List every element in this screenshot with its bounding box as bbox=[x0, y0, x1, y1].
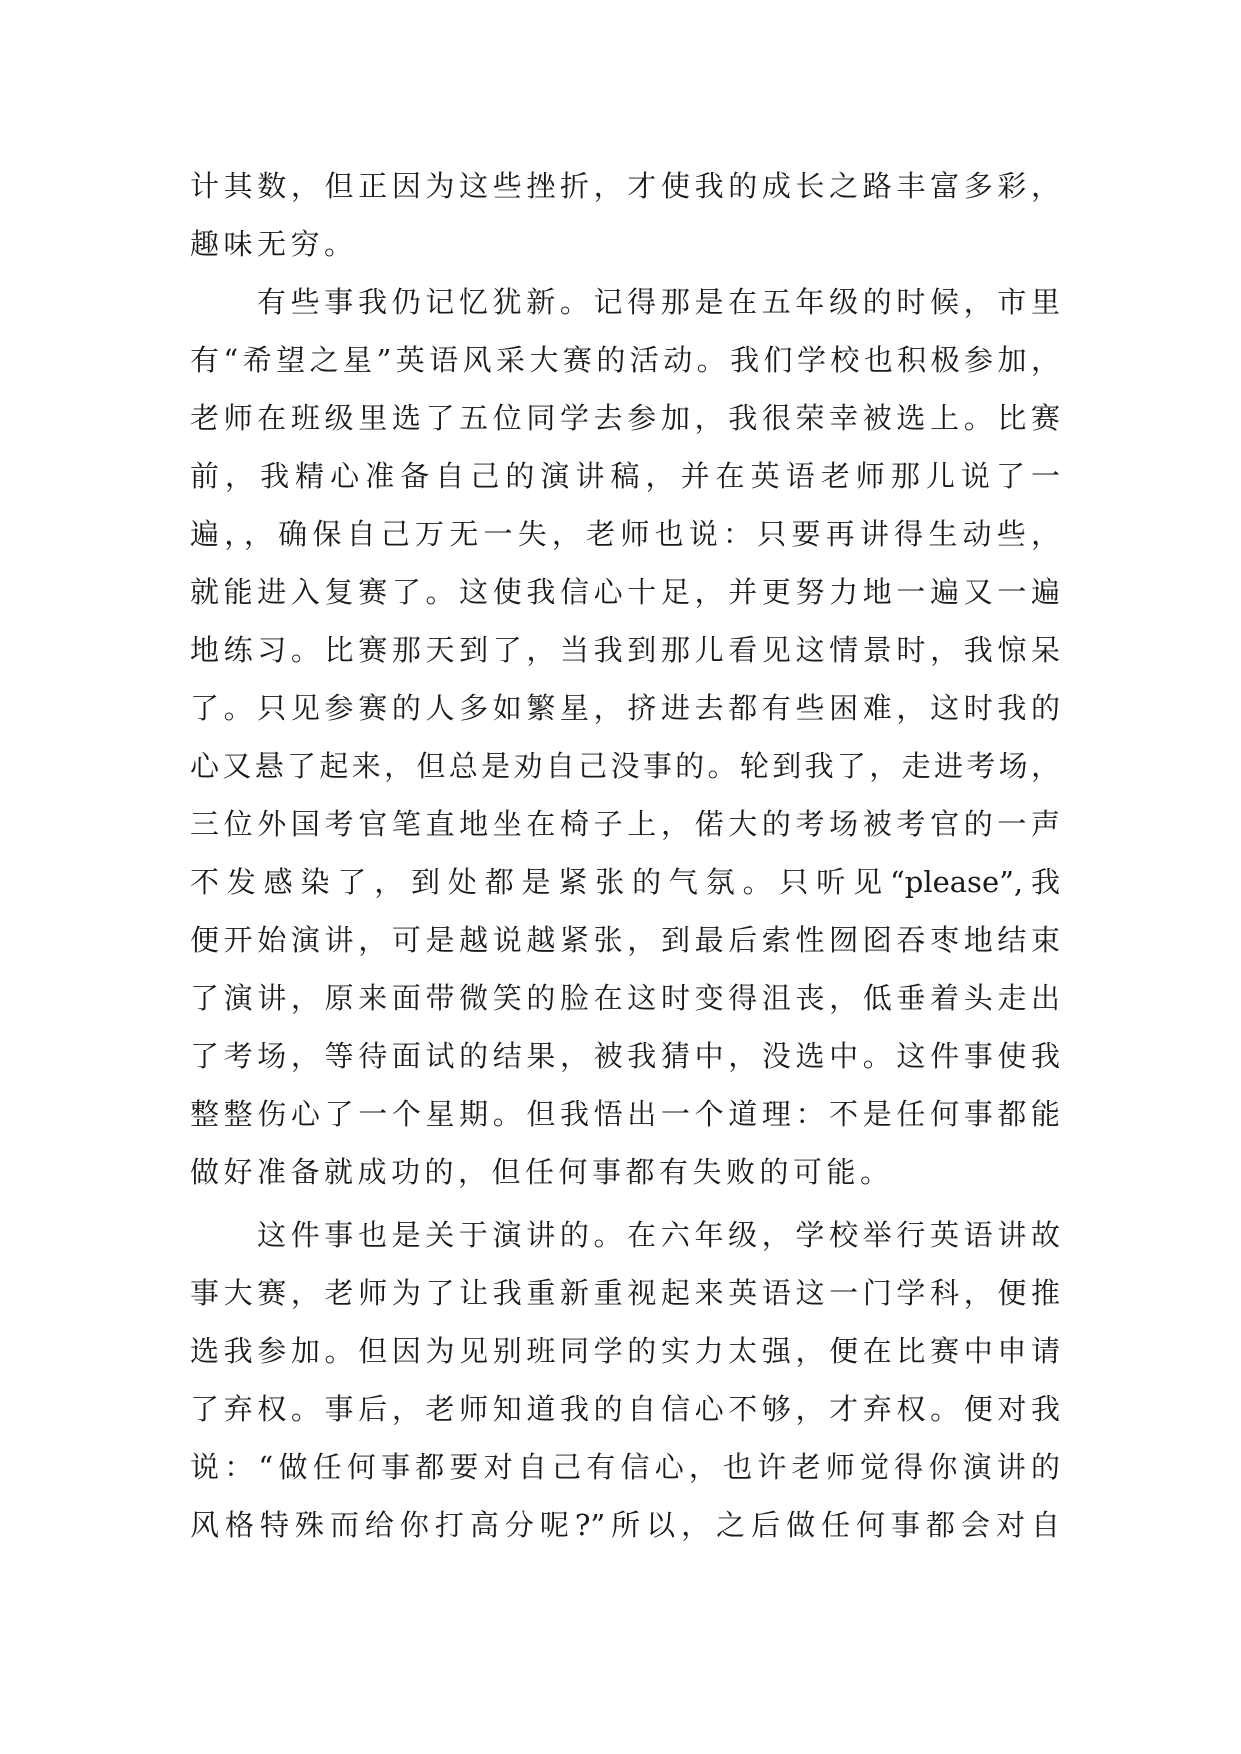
text-line: 选我参加。但因为见别班同学的实力太强，便在比赛中申请 bbox=[190, 1334, 1060, 1368]
text-line: 三位外国考官笔直地坐在椅子上，偌大的考场被考官的一声 bbox=[190, 807, 1060, 841]
paragraph-speech-contest bbox=[190, 273, 1060, 1201]
text-line: 趣味无穷。 bbox=[190, 227, 358, 261]
document-page bbox=[190, 157, 1060, 1554]
text-line: 有“希望之星”英语风采大赛的活动。我们学校也积极参加， bbox=[190, 343, 1060, 377]
text-line: 做好准备就成功的，但任何事都有失败的可能。 bbox=[190, 1155, 894, 1189]
text-line: 事大赛，老师为了让我重新重视起来英语这一门学科，便推 bbox=[190, 1276, 1060, 1310]
text-line: 前，我精心准备自己的演讲稿，并在英语老师那儿说了一 bbox=[190, 459, 1060, 493]
text-line: 了演讲，原来面带微笑的脸在这时变得沮丧，低垂着头走出 bbox=[190, 981, 1060, 1015]
text-line: 心又悬了起来，但总是劝自己没事的。轮到我了，走进考场， bbox=[190, 749, 1060, 783]
paragraph-storytelling-contest bbox=[190, 1206, 1060, 1554]
text-line: 遍，，确保自己万无一失，老师也说：只要再讲得生动些， bbox=[190, 517, 1060, 551]
text-line: 有些事我仍记忆犹新。记得那是在五年级的时候，市里 bbox=[257, 285, 1060, 319]
text-line: 了考场，等待面试的结果，被我猜中，没选中。这件事使我 bbox=[190, 1039, 1060, 1073]
text-line: 风格特殊而给你打高分呢?”所以，之后做任何事都会对自 bbox=[190, 1508, 1060, 1542]
text-line: 老师在班级里选了五位同学去参加，我很荣幸被选上。比赛 bbox=[190, 401, 1060, 435]
text-line: 计其数，但正因为这些挫折，才使我的成长之路丰富多彩， bbox=[190, 169, 1060, 203]
text-line: 不发感染了，到处都是紧张的气氛。只听见“please”,我 bbox=[190, 865, 1060, 899]
text-line: 就能进入复赛了。这使我信心十足，并更努力地一遍又一遍 bbox=[190, 575, 1060, 609]
text-line: 了弃权。事后，老师知道我的自信心不够，才弃权。便对我 bbox=[190, 1392, 1060, 1426]
paragraph-continuation bbox=[190, 157, 1060, 273]
text-line: 便开始演讲，可是越说越紧张，到最后索性囫囵吞枣地结束 bbox=[190, 923, 1060, 957]
text-line: 整整伤心了一个星期。但我悟出一个道理：不是任何事都能 bbox=[190, 1097, 1060, 1131]
text-line: 这件事也是关于演讲的。在六年级，学校举行英语讲故 bbox=[257, 1218, 1060, 1252]
text-line: 了。只见参赛的人多如繁星，挤进去都有些困难，这时我的 bbox=[190, 691, 1060, 725]
text-line: 地练习。比赛那天到了，当我到那儿看见这情景时，我惊呆 bbox=[190, 633, 1060, 667]
text-line: 说：“做任何事都要对自己有信心，也许老师觉得你演讲的 bbox=[190, 1450, 1060, 1484]
